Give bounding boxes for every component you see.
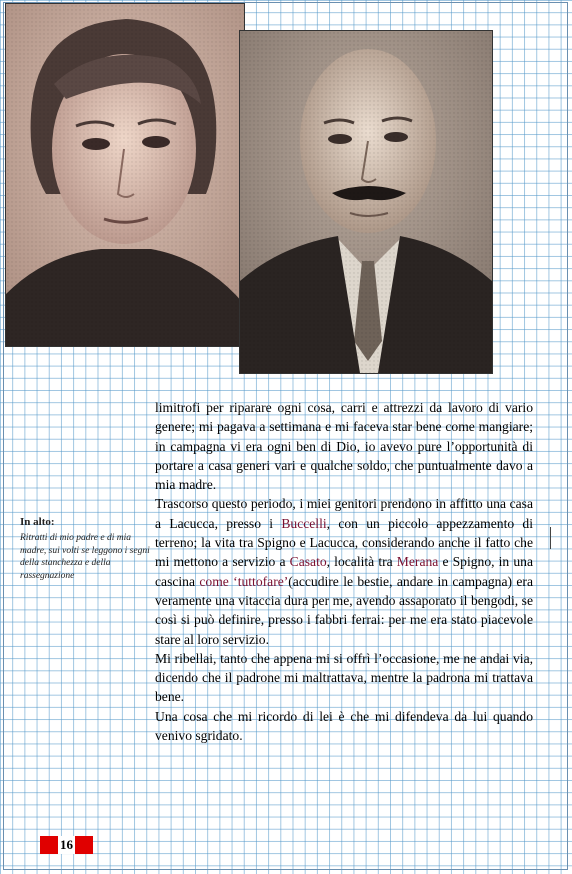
text-segment: e Spigno, in una cascina: [155, 554, 533, 589]
body-paragraph: [155, 398, 533, 494]
body-paragraph: [155, 707, 533, 746]
highlighted-name: come ‘tuttofare’: [199, 573, 289, 589]
text-segment: , con un piccolo appezzamento di terreno; la vita tra Spigno e Lacucca, considerando anche il fatto che mi mettono a servizio a: [155, 515, 533, 570]
text-segment: , località tra: [326, 554, 397, 570]
photo-caption: [20, 515, 150, 583]
highlighted-name: Casato: [289, 554, 327, 570]
memoir-body-text: [155, 398, 533, 745]
highlighted-name: Buccelli: [281, 515, 327, 531]
body-paragraph: [155, 649, 533, 707]
text-segment: limitrofi per riparare ogni cosa, carri e attrezzi da lavoro di vario genere; mi pagava a settimana e mi faceva star bene come mangiare; in campagna vi era ogni ben di Dio, io avevo pure l’opportunità di portare a casa generi vari e qualche soldo, che puntualmente davo a mia madre.: [155, 400, 533, 493]
body-paragraph: [155, 494, 533, 648]
mother-portrait-photo: [5, 3, 245, 347]
page-number-block: [40, 836, 93, 854]
margin-mark: [550, 527, 551, 549]
text-segment: Una cosa che mi ricordo di lei è che mi difendeva da lui quando venivo sgridato.: [155, 708, 533, 744]
caption-text: Ritratti di mio padre e di mia madre, sui volti se leggono i segni della stanchezza e della rassegnazione: [20, 532, 150, 582]
highlighted-name: Merana: [396, 554, 439, 570]
page-marker-left: [40, 836, 58, 854]
text-segment: Mi ribellai, tanto che appena mi si offrì l’occasione, me ne andai via, dicendo che il padrone mi maltrattava, mentre la padrona mi trattava bene.: [155, 650, 533, 705]
caption-title: In alto:: [20, 516, 55, 528]
page-marker-right: [75, 836, 93, 854]
text-segment: Trascorso questo periodo, i miei genitori prendono in affitto una casa a Lacucca, presso i: [155, 496, 533, 531]
text-segment: (accudire le bestie, andare in campagna) era veramente una vitaccia dura per me, avendo assaporato il bengodi, se così si può definire, presso i fabbri ferrai: per me era stato piacevole stare al loro servizio.: [155, 573, 533, 647]
page-number: 16: [60, 837, 73, 852]
father-portrait-photo: [239, 30, 493, 374]
